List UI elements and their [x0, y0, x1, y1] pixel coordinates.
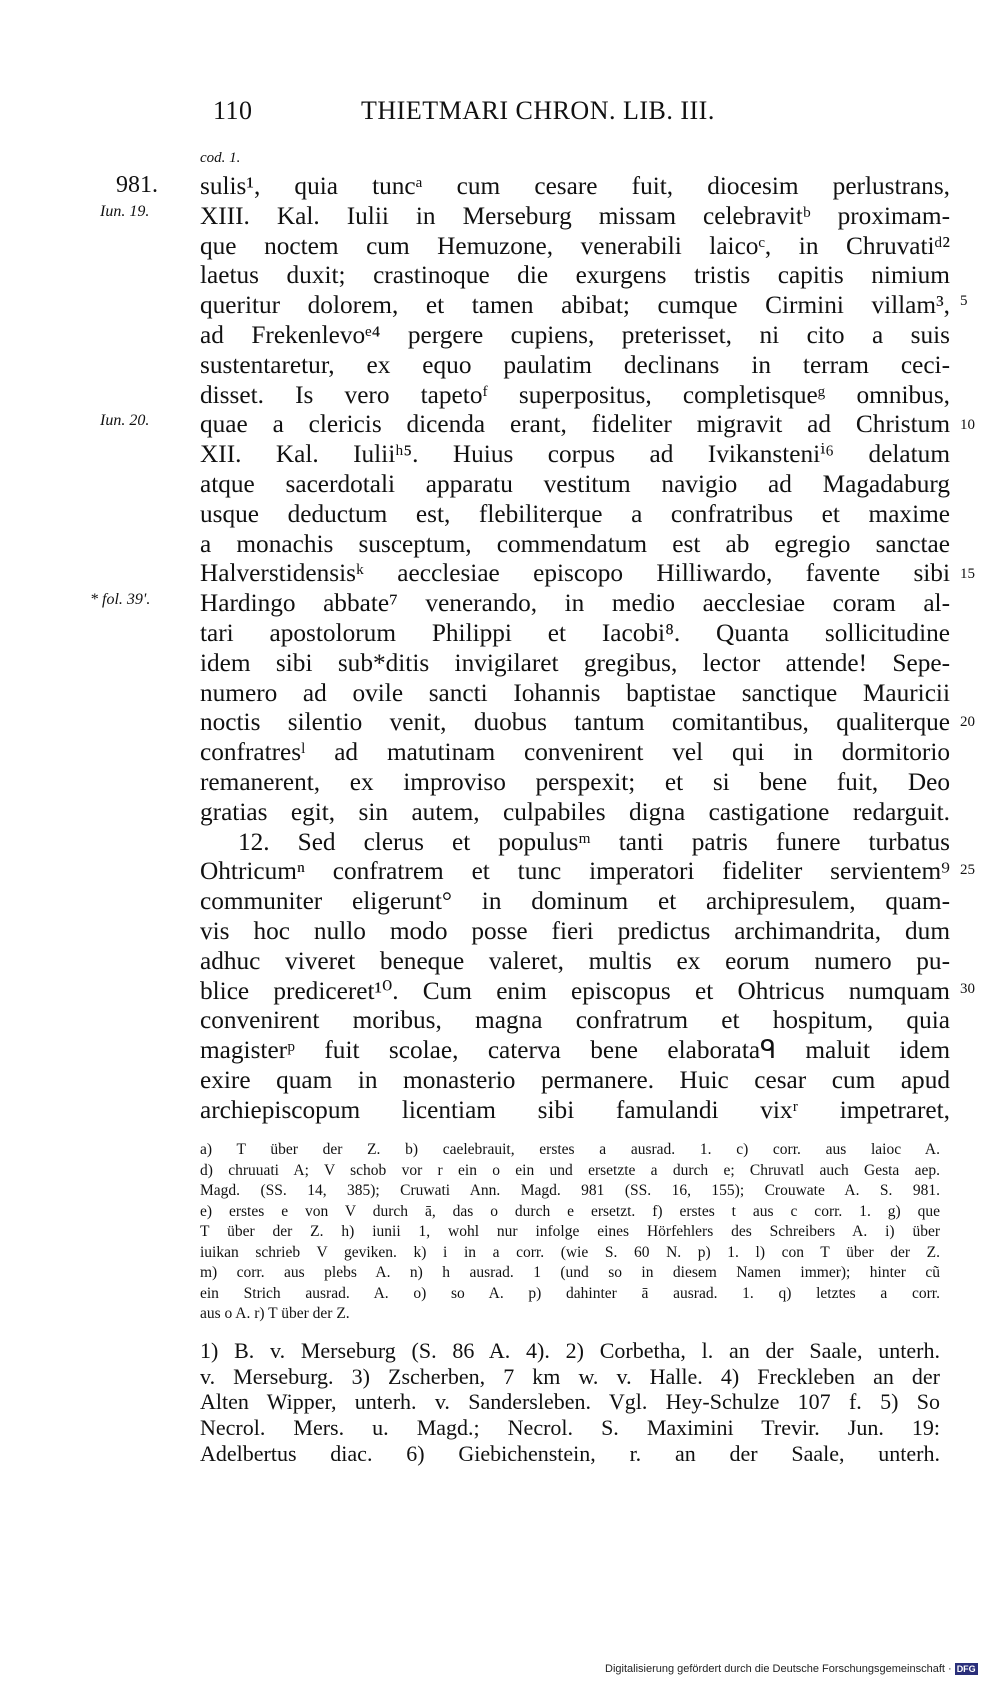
main-text	[200, 172, 950, 1126]
line-number: 20	[960, 714, 975, 730]
line-number: 5	[960, 293, 968, 309]
text-line: atque sacerdotali apparatu vestitum navigio ad Magadaburg	[200, 469, 950, 498]
variant-note-line: iuikan schrieb V geviken. k) i in a corr. (wie S. 60 N. p) 1. l) con T über der Z.	[200, 1243, 940, 1261]
text-line: adhuc viveret beneque valeret, multis ex eorum numero pu-	[200, 946, 950, 975]
margin-folio: * fol. 39'.	[90, 591, 151, 608]
text-line: XIII. Kal. Iulii in Merseburg missam celebravitᵇ proximam-	[200, 201, 950, 230]
text-line: vis hoc nullo modo posse fieri predictus archimandrita, dum	[200, 916, 950, 945]
footnotes	[200, 1338, 940, 1466]
text-line: que noctem cum Hemuzone, venerabili laicoᶜ, in Chruvatiᵈ²	[200, 231, 950, 260]
text-line: usque deductum est, flebiliterque a confratribus et maxime	[200, 499, 950, 528]
line-number: 10	[960, 417, 975, 433]
text-line: communiter eligerunt° in dominum et archipresulem, quam-	[200, 887, 950, 916]
text-line: remanerent, ex improviso perspexit; et si bene fuit, Deo	[200, 767, 950, 796]
text-line: sustentaretur, ex equo paulatim declinans in terram ceci-	[200, 350, 950, 379]
footnote-line: 1) B. v. Merseburg (S. 86 A. 4). 2) Corbetha, l. an der Saale, unterh.	[200, 1338, 940, 1363]
dfg-logo: DFG	[956, 1664, 976, 1674]
text-line: exire quam in monasterio permanere. Huic cesar cum apud	[200, 1065, 950, 1094]
running-title: THIETMARI CHRON. LIB. III.	[361, 96, 715, 125]
credit-text: Digitalisierung gefördert durch die Deutsche Forschungsgemeinschaft ·	[605, 1663, 952, 1675]
codex-note: cod. 1.	[200, 150, 241, 166]
variant-note-line: T über der Z. h) iunii 1, wohl nur infolge eines Hörfehlers des Schreibers A. i) über	[200, 1223, 940, 1240]
line-number: 25	[960, 862, 975, 878]
text-line: quae a clericis dicenda erant, fideliter migravit ad Christum	[200, 410, 950, 439]
footnote-line: Alten Wipper, unterh. v. Sandersleben. Vgl. Hey-Schulze 107 f. 5) So	[200, 1389, 940, 1415]
text-line: ad Frekenlevoᵉ⁴ pergere cupiens, preterisset, ni cito a suis	[200, 320, 950, 349]
text-line: confratresˡ ad matutinam convenirent vel qui in dormitorio	[200, 738, 950, 767]
text-line: queritur dolorem, et tamen abibat; cumque Cirmini villam³,	[200, 291, 950, 320]
text-line: Ohtricumⁿ confratrem et tunc imperatori fideliter servientem⁹	[200, 857, 950, 886]
text-line: disset. Is vero tapetoᶠ superpositus, completisqueᵍ omnibus,	[200, 380, 950, 409]
digitization-credit	[605, 1663, 978, 1675]
text-line: Hardingo abbate⁷ venerando, in medio aecclesiae coram al-	[200, 589, 950, 618]
text-line: Halverstidensisᵏ aecclesiae episcopo Hilliwardo, favente sibi	[200, 559, 950, 588]
text-line: archiepiscopum licentiam sibi famulandi vixʳ impetraret,	[200, 1095, 950, 1124]
line-number: 15	[960, 566, 975, 582]
footnote-line: Adelbertus diac. 6) Giebichenstein, r. an der Saale, unterh.	[200, 1440, 940, 1466]
text-line: blice prediceret¹⁰. Cum enim episcopus et Ohtricus numquam	[200, 976, 950, 1005]
variant-note-line: d) chruuati A; V schob vor r ein o ein und ersetzte a durch e; Chruvatl auch Gesta aep.	[200, 1161, 940, 1179]
footnote-line: Necrol. Mers. u. Magd.; Necrol. S. Maximini Trevir. Jun. 19:	[200, 1415, 940, 1441]
variant-note-line: aus o A. r) T über der Z.	[200, 1305, 350, 1322]
text-line: magisterᵖ fuit scolae, caterva bene elaborataᑫ maluit idem	[200, 1036, 950, 1065]
footnote-line: v. Merseburg. 3) Zscherben, 7 km w. v. Halle. 4) Freckleben an der	[200, 1363, 940, 1389]
variant-note-line: Magd. (SS. 14, 385); Cruwati Ann. Magd. 981 (SS. 16, 155); Crouwate A. S. 981.	[200, 1182, 940, 1199]
text-line: sulis¹, quia tuncᵃ cum cesare fuit, diocesim perlustrans,	[200, 172, 950, 200]
text-line: tari apostolorum Philippi et Iacobi⁸. Quanta sollicitudine	[200, 618, 950, 647]
text-line: XII. Kal. Iuliiʰ⁵. Huius corpus ad Ivikansteniⁱ⁶ delatum	[200, 440, 950, 469]
text-line: noctis silentio venit, duobus tantum comitantibus, qualiterque	[200, 708, 950, 737]
margin-date: Iun. 19.	[100, 203, 150, 220]
text-line: idem sibi sub*ditis invigilaret gregibus, lector attende! Sepe-	[200, 648, 950, 677]
text-line: numero ad ovile sancti Iohannis baptistae sanctique Mauricii	[200, 678, 950, 707]
text-line: a monachis susceptum, commendatum est ab egregio sanctae	[200, 529, 950, 558]
variant-note-line: m) corr. aus plebs A. n) h ausrad. 1 (und so in diesem Namen immer); hinter cũ	[200, 1264, 940, 1281]
text-line: convenirent moribus, magna confratrum et hospitum, quia	[200, 1006, 950, 1035]
page-number: 110	[213, 96, 253, 125]
line-number: 30	[960, 981, 975, 997]
text-line: 12. Sed clerus et populusᵐ tanti patris funere turbatus	[238, 827, 950, 856]
variant-notes	[200, 1140, 940, 1325]
variant-note-line: e) erstes e von V durch ā, das o durch e ersetzt. f) erstes t aus c corr. 1. g) que	[200, 1202, 940, 1220]
variant-note-line: a) T über der Z. b) caelebrauit, erstes a ausrad. 1. c) corr. aus laioc A.	[200, 1141, 940, 1158]
margin-year: 981.	[116, 172, 158, 198]
margin-date: Iun. 20.	[100, 412, 150, 429]
text-line: gratias egit, sin autem, culpabiles digna castigatione redarguit.	[200, 797, 950, 826]
variant-note-line: ein Strich ausrad. A. o) so A. p) dahinter ā ausrad. 1. q) letztes a corr.	[200, 1284, 940, 1302]
text-line: laetus duxit; crastinoque die exurgens tristis capitis nimium	[200, 261, 950, 290]
